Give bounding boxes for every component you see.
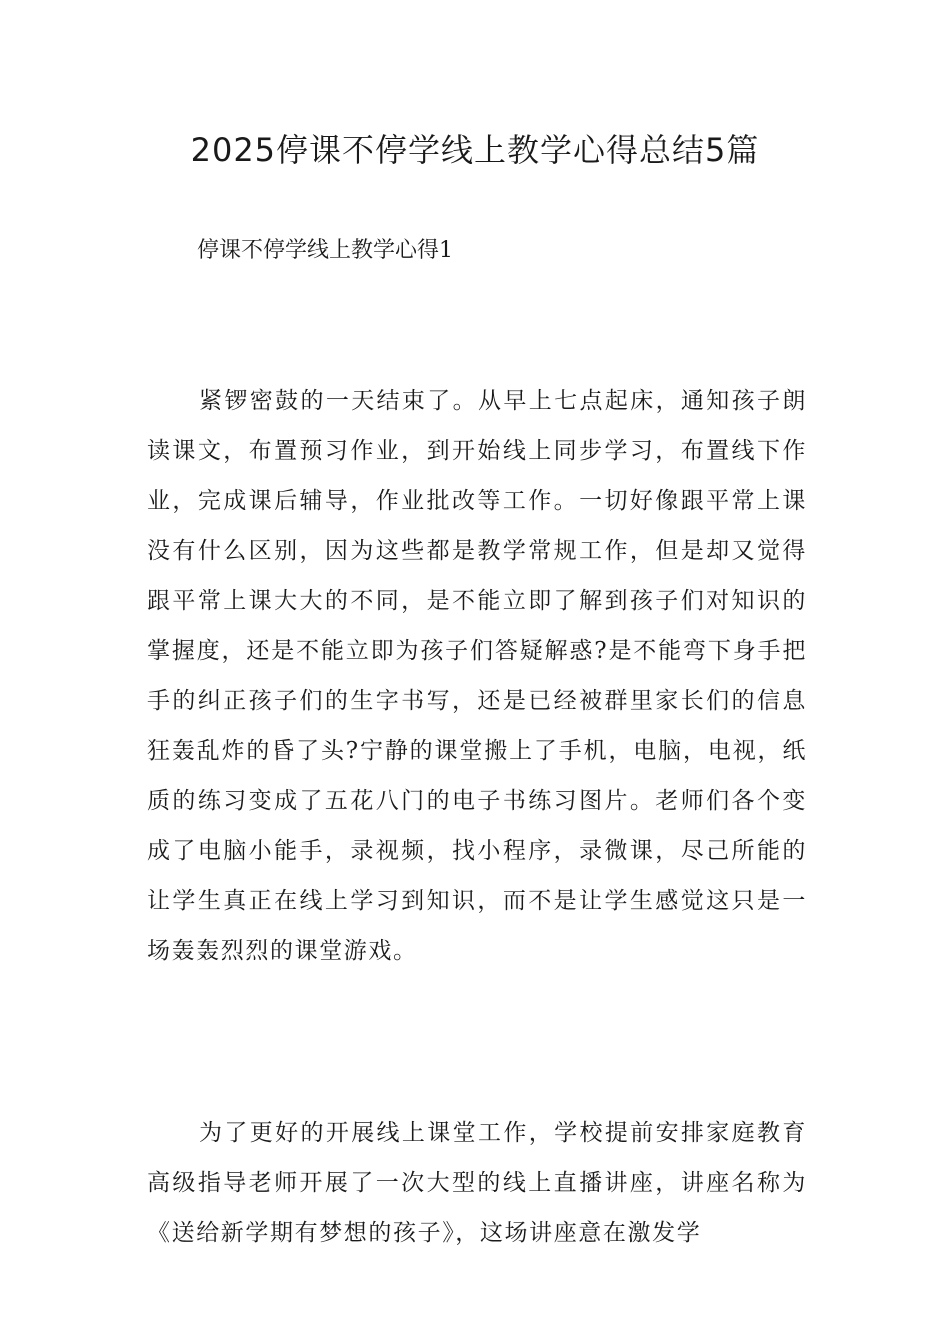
- section-heading: 停课不停学线上教学心得1: [197, 238, 453, 263]
- document-title: 2025停课不停学线上教学心得总结5篇: [190, 131, 760, 169]
- body-paragraph: 为了更好的开展线上课堂工作，学校提前安排家庭教育高级指导老师开展了一次大型的线上直播讲座，讲座名称为《送给新学期有梦想的孩子》，这场讲座意在激发学: [147, 1120, 807, 1246]
- body-paragraph: 紧锣密鼓的一天结束了。从早上七点起床，通知孩子朗读课文，布置预习作业，到开始线上同步学习，布置线下作业，完成课后辅导，作业批改等工作。一切好像跟平常上课没有什么区别，因为这些都是教学常规工作，但是却又觉得跟平常上课大大的不同，是不能立即了解到孩子们对知识的掌握度，还是不能立即为孩子们答疑解惑?是不能弯下身手把手的纠正孩子们的生字书写，还是已经被群里家长们的信息狂轰乱炸的昏了头?宁静的课堂搬上了手机，电脑，电视，纸质的练习变成了五花八门的电子书练习图片。老师们各个变成了电脑小能手，录视频，找小程序，录微课，尽己所能的让学生真正在线上学习到知识，而不是让学生感觉这只是一场轰轰烈烈的课堂游戏。: [147, 388, 807, 964]
